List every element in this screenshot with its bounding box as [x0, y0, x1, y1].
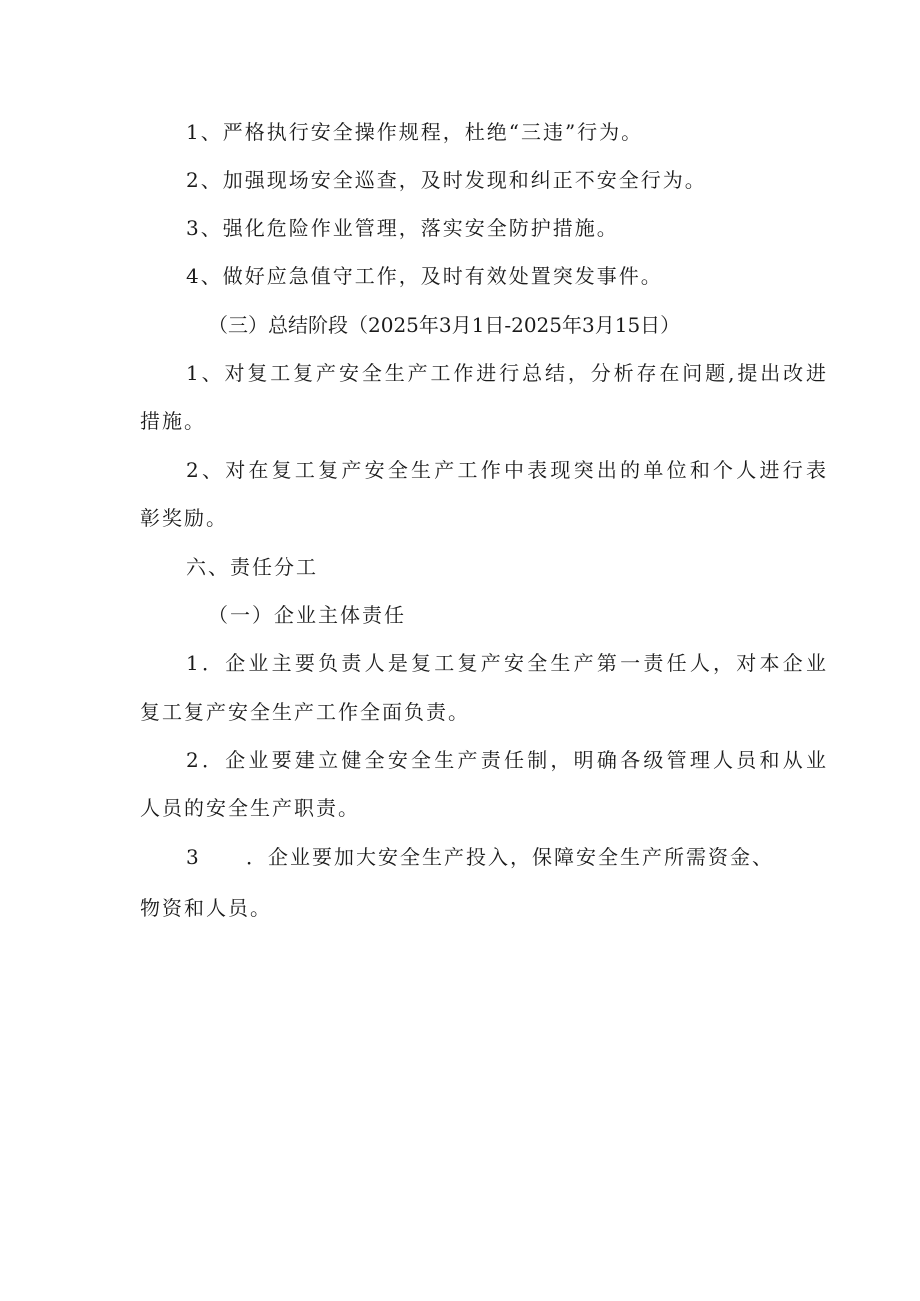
- summary-item-2-line-1: 2、对在复工复产安全生产工作中表现突出的单位和个人进行表: [186, 458, 826, 482]
- duty-item-2-line-1: 2．企业要建立健全安全生产责任制，明确各级管理人员和从业: [186, 748, 826, 772]
- subsection-heading-one: （一）企业主体责任: [208, 603, 406, 627]
- summary-item-1-line-2: 措施。: [140, 409, 206, 433]
- duty-item-1-line-2: 复工复产安全生产工作全面负责。: [140, 700, 470, 724]
- summary-item-2-line-2: 彰奖励。: [140, 506, 228, 530]
- duty-item-3-line-2: 物资和人员。: [140, 896, 272, 920]
- duty-item-2-line-2: 人员的安全生产职责。: [140, 796, 360, 820]
- section-heading-summary: （三）总结阶段（2025年3月1日-2025年3月15日）: [208, 313, 681, 337]
- chapter-heading-six: 六、责任分工: [186, 555, 318, 579]
- duty-item-1-line-1: 1．企业主要负责人是复工复产安全生产第一责任人，对本企业: [186, 651, 826, 675]
- measure-item-1: 1、严格执行安全操作规程，杜绝“三违”行为。: [186, 120, 644, 144]
- measure-item-3: 3、强化危险作业管理，落实安全防护措施。: [186, 216, 619, 240]
- summary-item-1-line-1: 1、对复工复产安全生产工作进行总结，分析存在问题,提出改进: [186, 361, 826, 385]
- measure-item-2: 2、加强现场安全巡查，及时发现和纠正不安全行为。: [186, 168, 707, 192]
- duty-item-3-line-1: ．企业要加大安全生产投入，保障安全生产所需资金、: [246, 845, 774, 869]
- duty-item-3-number: 3: [186, 845, 201, 869]
- measure-item-4: 4、做好应急值守工作，及时有效处置突发事件。: [186, 264, 663, 288]
